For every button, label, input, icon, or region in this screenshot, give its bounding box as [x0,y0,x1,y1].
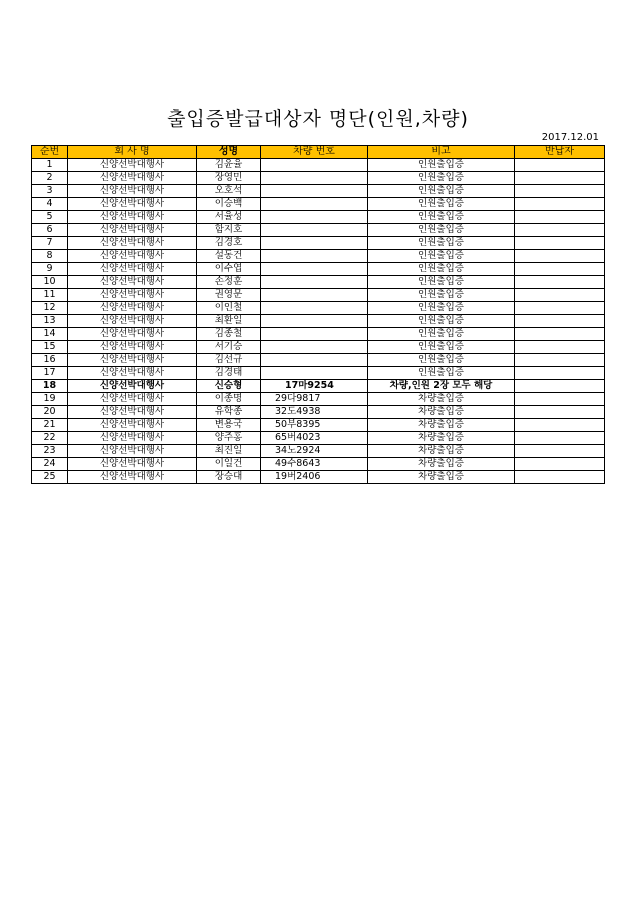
cell-plate [261,185,368,198]
cell-name: 김경호 [197,237,261,250]
table-row [32,159,605,172]
cell-company: 신양선박대행사 [68,367,197,380]
cell-returner [515,302,605,315]
table-row [32,302,605,315]
cell-name: 변용국 [197,419,261,432]
cell-company: 신양선박대행사 [68,471,197,484]
cell-company: 신양선박대행사 [68,315,197,328]
cell-company: 신양선박대행사 [68,289,197,302]
header-returner: 반납자 [515,146,605,159]
cell-note: 인원출입증 [368,354,515,367]
cell-returner [515,172,605,185]
cell-name: 신승형 [197,380,261,393]
table-row [32,289,605,302]
table-row [32,393,605,406]
table-row [32,237,605,250]
cell-returner [515,159,605,172]
table-row [32,328,605,341]
cell-number: 16 [32,354,68,367]
cell-number: 19 [32,393,68,406]
table-row [32,445,605,458]
page-title: 출입증발급대상자 명단(인원,차량) [167,108,469,130]
header-plate: 차량 번호 [261,146,368,159]
cell-returner [515,471,605,484]
cell-plate: 32도4938 [261,406,368,419]
table-row [32,406,605,419]
cell-company: 신양선박대행사 [68,237,197,250]
cell-name: 서율성 [197,211,261,224]
cell-number: 20 [32,406,68,419]
table-row [32,250,605,263]
cell-name: 유학종 [197,406,261,419]
cell-company: 신양선박대행사 [68,354,197,367]
cell-note: 인원출입증 [368,341,515,354]
cell-plate [261,328,368,341]
cell-name: 서기승 [197,341,261,354]
cell-plate [261,263,368,276]
cell-note: 인원출입증 [368,159,515,172]
cell-number: 6 [32,224,68,237]
cell-plate [261,276,368,289]
header-number: 순번 [32,146,68,159]
cell-returner [515,211,605,224]
cell-company: 신양선박대행사 [68,393,197,406]
cell-returner [515,419,605,432]
cell-company: 신양선박대행사 [68,224,197,237]
cell-returner [515,315,605,328]
cell-plate [261,224,368,237]
cell-plate [261,250,368,263]
cell-note: 인원출입증 [368,328,515,341]
cell-company: 신양선박대행사 [68,172,197,185]
table-body [32,159,605,484]
cell-name: 최환일 [197,315,261,328]
cell-number: 17 [32,367,68,380]
cell-note: 차량출입증 [368,419,515,432]
cell-name: 오호석 [197,185,261,198]
table-row [32,211,605,224]
cell-name: 이수엽 [197,263,261,276]
cell-plate [261,354,368,367]
cell-returner [515,250,605,263]
cell-name: 함지호 [197,224,261,237]
cell-company: 신양선박대행사 [68,432,197,445]
table-row [32,471,605,484]
header-company: 회 사 명 [68,146,197,159]
table-row [32,432,605,445]
table-row [32,458,605,471]
table-row [32,419,605,432]
cell-number: 4 [32,198,68,211]
table-row [32,354,605,367]
cell-note: 차량출입증 [368,471,515,484]
cell-name: 이승백 [197,198,261,211]
cell-number: 13 [32,315,68,328]
cell-name: 양주홍 [197,432,261,445]
cell-plate [261,367,368,380]
cell-company: 신양선박대행사 [68,380,197,393]
cell-note: 인원출입증 [368,237,515,250]
cell-number: 2 [32,172,68,185]
cell-returner [515,185,605,198]
document-date: 2017.12.01 [541,132,599,143]
cell-number: 23 [32,445,68,458]
cell-returner [515,393,605,406]
cell-company: 신양선박대행사 [68,198,197,211]
cell-returner [515,237,605,250]
cell-company: 신양선박대행사 [68,406,197,419]
cell-plate: 34노2924 [261,445,368,458]
cell-name: 설동건 [197,250,261,263]
cell-plate [261,211,368,224]
cell-number: 18 [32,380,68,393]
cell-name: 이인철 [197,302,261,315]
cell-note: 인원출입증 [368,276,515,289]
cell-name: 손정훈 [197,276,261,289]
cell-company: 신양선박대행사 [68,159,197,172]
cell-number: 5 [32,211,68,224]
cell-returner [515,263,605,276]
cell-returner [515,367,605,380]
cell-plate [261,289,368,302]
table-row [32,276,605,289]
cell-plate: 19버2406 [261,471,368,484]
table-row [32,315,605,328]
cell-plate: 17마9254 [261,380,368,393]
header-note: 비고 [368,146,515,159]
cell-plate [261,315,368,328]
cell-note: 차량출입증 [368,406,515,419]
cell-note: 인원출입증 [368,185,515,198]
cell-note: 인원출입증 [368,211,515,224]
cell-number: 11 [32,289,68,302]
cell-note: 인원출입증 [368,250,515,263]
pass-roster-table [31,145,605,484]
table-row [32,224,605,237]
cell-note: 인원출입증 [368,367,515,380]
cell-returner [515,198,605,211]
cell-plate [261,172,368,185]
table-row [32,185,605,198]
cell-company: 신양선박대행사 [68,445,197,458]
cell-plate [261,302,368,315]
cell-note: 인원출입증 [368,289,515,302]
cell-note: 인원출입증 [368,172,515,185]
cell-number: 22 [32,432,68,445]
cell-name: 김윤율 [197,159,261,172]
table-row [32,172,605,185]
cell-number: 15 [32,341,68,354]
cell-returner [515,341,605,354]
table-header-row [32,146,605,159]
cell-note: 차량출입증 [368,458,515,471]
cell-company: 신양선박대행사 [68,250,197,263]
cell-plate: 50부8395 [261,419,368,432]
table-row [32,263,605,276]
cell-name: 이일건 [197,458,261,471]
header-name: 성명 [197,146,261,159]
cell-company: 신양선박대행사 [68,302,197,315]
cell-returner [515,445,605,458]
table-row [32,367,605,380]
cell-name: 장영민 [197,172,261,185]
cell-returner [515,406,605,419]
cell-name: 이종명 [197,393,261,406]
cell-plate [261,159,368,172]
cell-note: 차량,인원 2장 모두 해당 [368,380,515,393]
cell-note: 인원출입증 [368,302,515,315]
table-row [32,341,605,354]
cell-returner [515,458,605,471]
cell-number: 10 [32,276,68,289]
table-row [32,380,605,393]
cell-returner [515,328,605,341]
cell-note: 인원출입증 [368,198,515,211]
cell-plate [261,341,368,354]
cell-number: 24 [32,458,68,471]
cell-returner [515,354,605,367]
cell-number: 9 [32,263,68,276]
cell-note: 차량출입증 [368,393,515,406]
cell-number: 3 [32,185,68,198]
cell-number: 12 [32,302,68,315]
cell-name: 김종철 [197,328,261,341]
cell-company: 신양선박대행사 [68,185,197,198]
cell-returner [515,432,605,445]
cell-returner [515,289,605,302]
cell-returner [515,380,605,393]
cell-returner [515,276,605,289]
cell-company: 신양선박대행사 [68,211,197,224]
cell-number: 1 [32,159,68,172]
cell-number: 7 [32,237,68,250]
cell-company: 신양선박대행사 [68,341,197,354]
cell-note: 차량출입증 [368,432,515,445]
cell-name: 최진일 [197,445,261,458]
cell-plate: 29다9817 [261,393,368,406]
cell-company: 신양선박대행사 [68,458,197,471]
cell-company: 신양선박대행사 [68,419,197,432]
cell-name: 김선규 [197,354,261,367]
cell-company: 신양선박대행사 [68,328,197,341]
cell-number: 14 [32,328,68,341]
cell-plate [261,237,368,250]
cell-company: 신양선박대행사 [68,263,197,276]
cell-plate: 65버4023 [261,432,368,445]
cell-number: 8 [32,250,68,263]
table-row [32,198,605,211]
cell-number: 21 [32,419,68,432]
cell-name: 권영문 [197,289,261,302]
cell-note: 인원출입증 [368,224,515,237]
cell-returner [515,224,605,237]
cell-plate [261,198,368,211]
cell-number: 25 [32,471,68,484]
cell-company: 신양선박대행사 [68,276,197,289]
cell-name: 김경태 [197,367,261,380]
cell-note: 차량출입증 [368,445,515,458]
cell-note: 인원출입증 [368,315,515,328]
cell-plate: 49수8643 [261,458,368,471]
cell-name: 장승대 [197,471,261,484]
cell-note: 인원출입증 [368,263,515,276]
